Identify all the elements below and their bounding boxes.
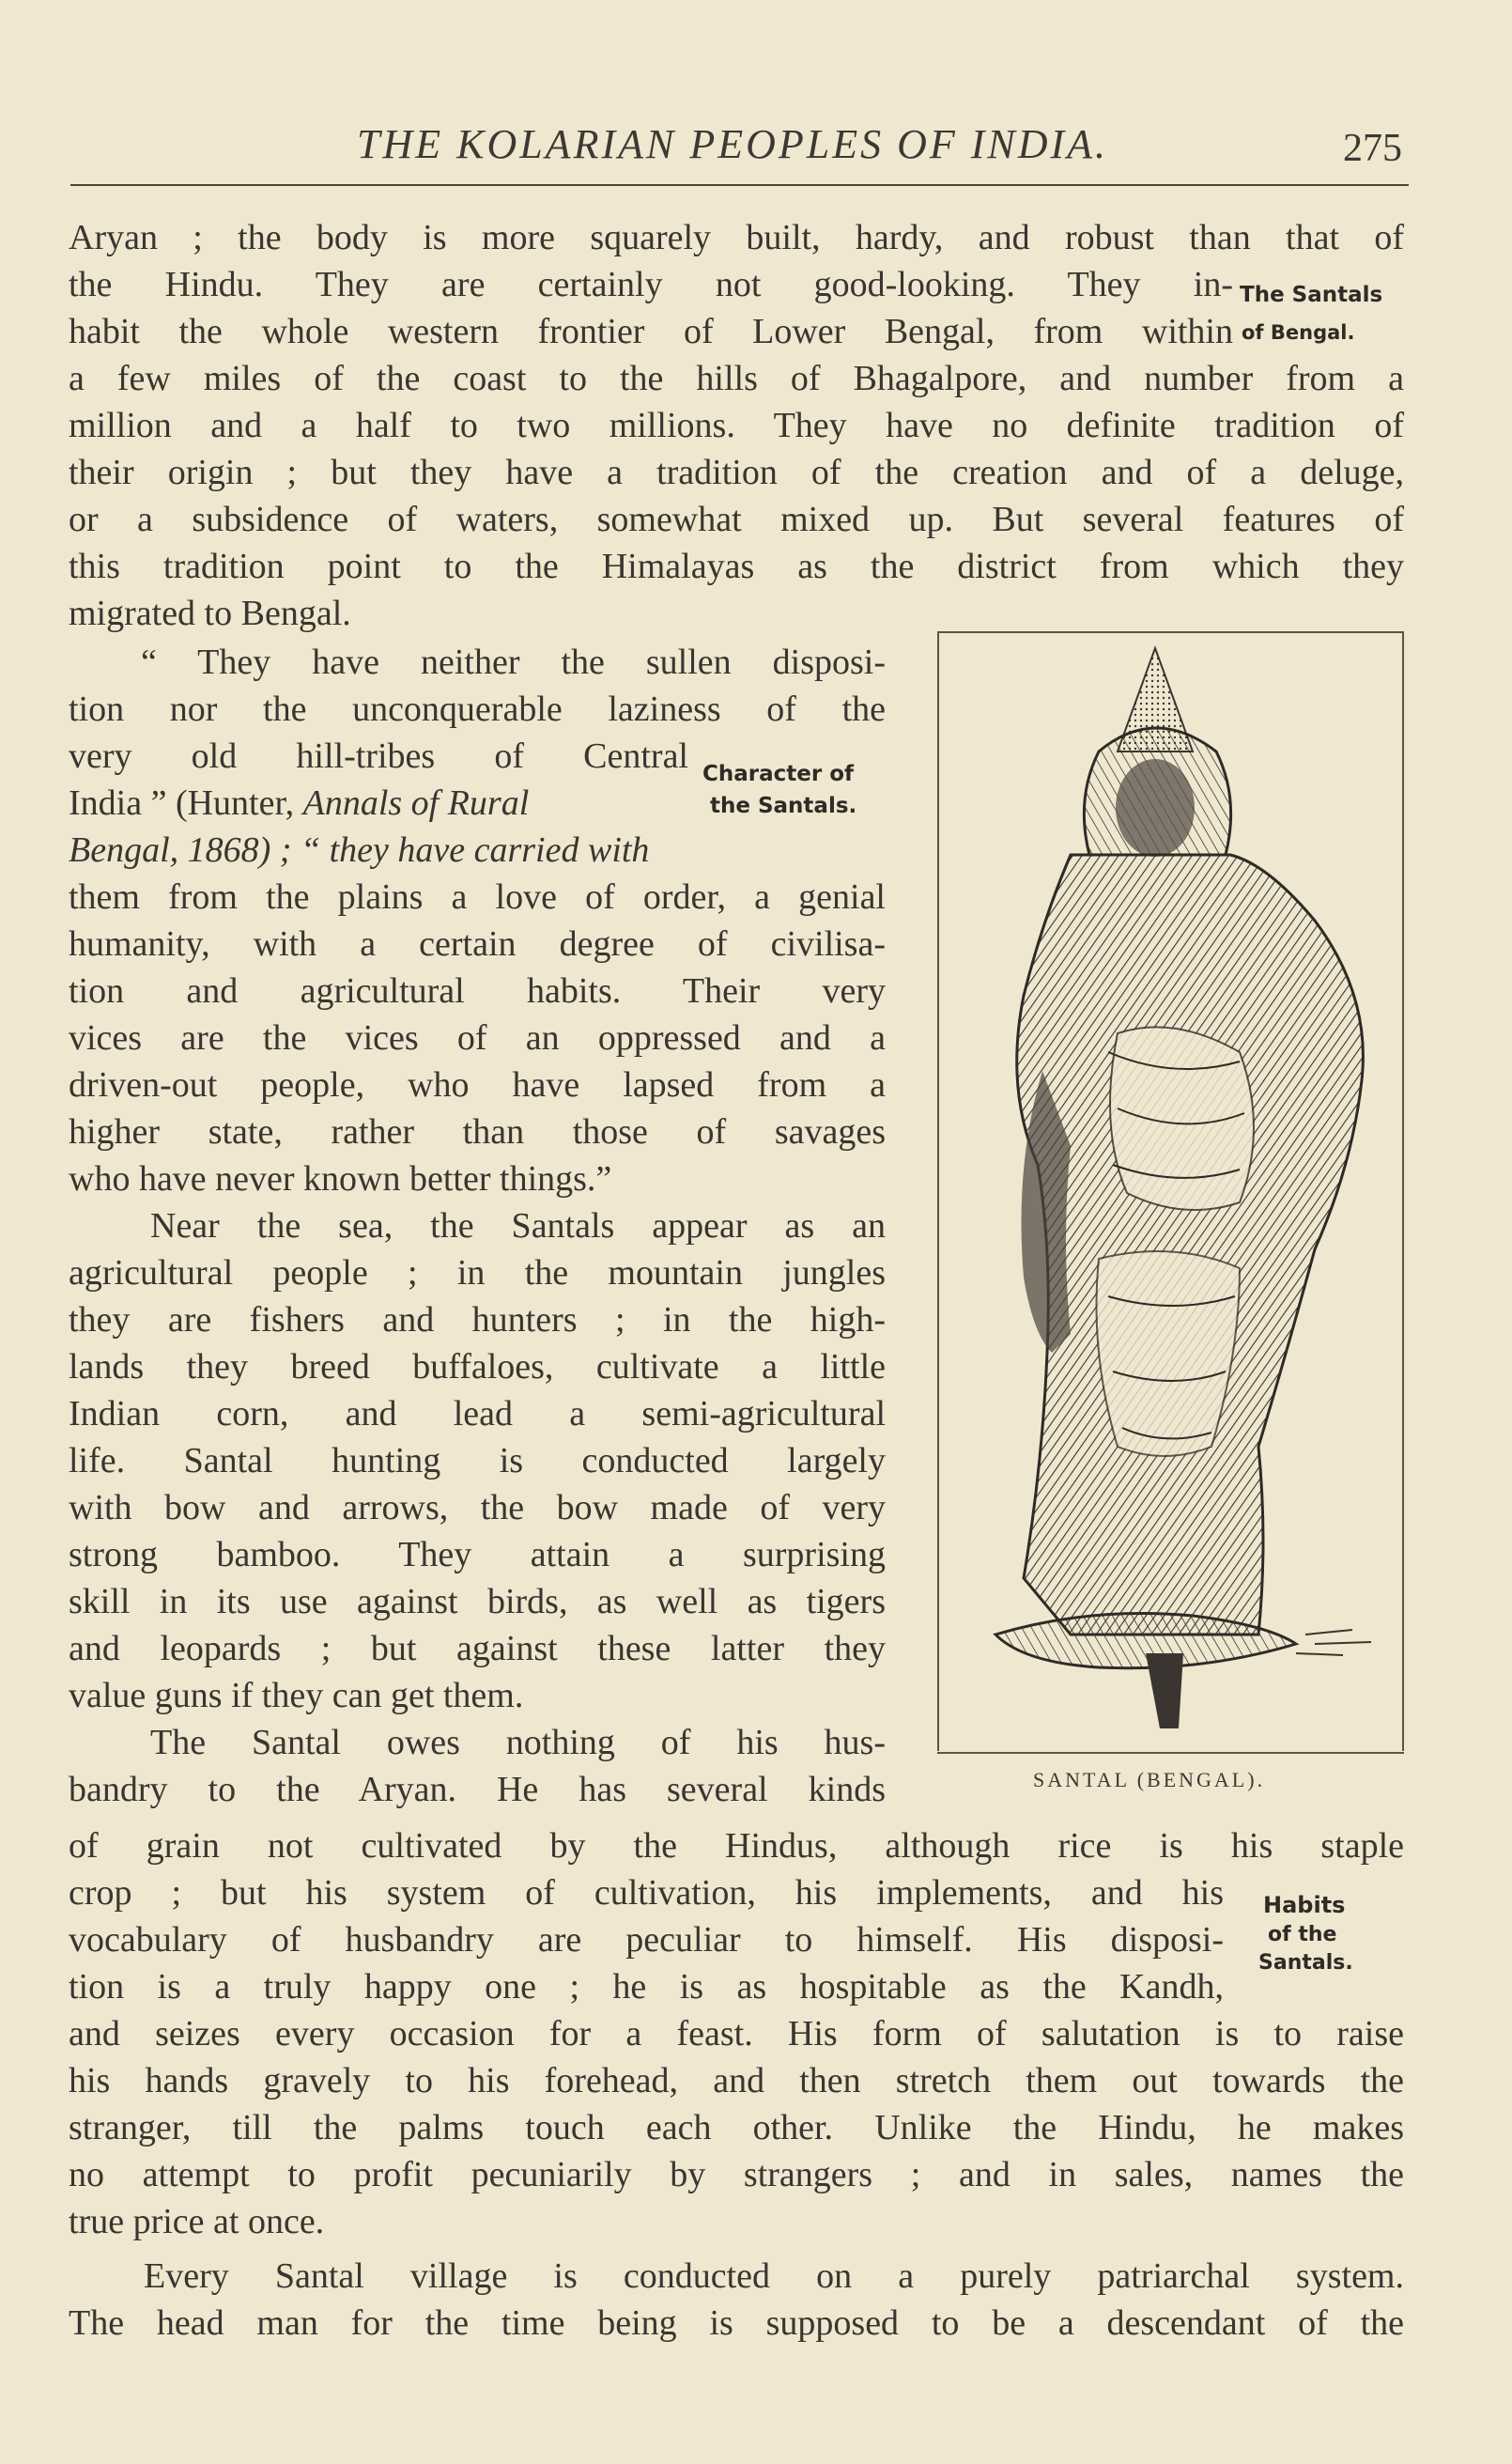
body-line: “ They have neither the sullen disposi- — [141, 643, 886, 682]
body-line: agricultural people ; in the mountain jungles — [69, 1253, 886, 1293]
body-line: stranger, till the palms touch each other. Unlike the Hindu, he makes — [69, 2108, 1404, 2147]
margin-note-santals-of-bengal-2: of Bengal. — [1242, 321, 1355, 344]
body-line: and seizes every occasion for a feast. His form of salutation is to raise — [69, 2014, 1404, 2053]
body-line: life. Santal hunting is conducted largely — [69, 1441, 886, 1480]
body-line: Near the sea, the Santals appear as an — [150, 1206, 886, 1246]
body-line: of grain not cultivated by the Hindus, although rice is his staple — [69, 1826, 1404, 1866]
body-line: vices are the vices of an oppressed and a — [69, 1018, 886, 1058]
body-line: Every Santal village is conducted on a purely patriarchal system. — [144, 2256, 1404, 2296]
body-text: India ” (Hunter, — [69, 783, 303, 823]
body-line: lands they breed buffaloes, cultivate a little — [69, 1347, 886, 1387]
body-line: million and a half to two millions. They have no definite tradition of — [69, 406, 1404, 445]
figure-caption: SANTAL (BENGAL). — [1033, 1768, 1266, 1791]
body-line: a few miles of the coast to the hills of Bhagalpore, and number from a — [69, 359, 1404, 398]
body-line: tion nor the unconquerable laziness of the — [69, 690, 886, 729]
body-line: tion is a truly happy one ; he is as hospitable as the Kandh, — [69, 1967, 1224, 2007]
page-number: 275 — [1343, 127, 1402, 170]
body-line: driven-out people, who have lapsed from a — [69, 1065, 886, 1105]
body-line: habit the whole western frontier of Lower Bengal, from within — [69, 312, 1233, 351]
body-line: humanity, with a certain degree of civilisa- — [69, 924, 886, 964]
body-line: very old hill-tribes of Central — [69, 736, 688, 776]
body-line: them from the plains a love of order, a genial — [69, 877, 886, 917]
body-text: Bengal, 1868) ; “ they have carried with — [69, 830, 650, 870]
body-line: skill in its use against birds, as well as tigers — [69, 1582, 886, 1621]
body-line: crop ; but his system of cultivation, his implements, and his — [69, 1873, 1224, 1913]
body-line: The head man for the time being is supposed to be a descendant of the — [69, 2303, 1404, 2343]
body-line: true price at once. — [69, 2202, 325, 2241]
body-line: Indian corn, and lead a semi-agricultural — [69, 1394, 886, 1433]
body-line: The Santal owes nothing of his hus- — [150, 1723, 886, 1762]
body-line: value guns if they can get them. — [69, 1676, 524, 1715]
body-line: vocabulary of husbandry are peculiar to himself. His disposi- — [69, 1920, 1224, 1960]
body-line: who have never known better things.” — [69, 1159, 612, 1199]
header-rule — [70, 184, 1409, 186]
body-line: or a subsidence of waters, somewhat mixed up. But several features of — [69, 500, 1404, 539]
annals-title: Annals of Rural — [302, 783, 530, 823]
body-line: no attempt to profit pecuniarily by strangers ; and in sales, names the — [69, 2155, 1404, 2194]
margin-note-character-2: the Santals. — [710, 794, 857, 818]
margin-note-habits-2: of the — [1268, 1923, 1337, 1946]
body-line: Aryan ; the body is more squarely built, hardy, and robust than that of — [69, 218, 1404, 257]
body-line: bandry to the Aryan. He has several kinds — [69, 1770, 886, 1809]
body-line: they are fishers and hunters ; in the high- — [69, 1300, 886, 1340]
body-line: strong bamboo. They attain a surprising — [69, 1535, 886, 1574]
body-line: this tradition point to the Himalayas as the district from which they — [69, 547, 1404, 586]
body-line: migrated to Bengal. — [69, 594, 351, 633]
body-line: his hands gravely to his forehead, and then stretch them out towards the — [69, 2061, 1404, 2100]
body-line: the Hindu. They are certainly not good-looking. They in- — [69, 265, 1233, 304]
santal-illustration — [958, 639, 1390, 1743]
figure-bottom-rule — [937, 1752, 1404, 1754]
margin-note-habits-1: Habits — [1263, 1892, 1346, 1918]
margin-note-character-1: Character of — [702, 762, 855, 786]
body-line: their origin ; but they have a tradition of the creation and of a deluge, — [69, 453, 1404, 492]
body-line: and leopards ; but against these latter they — [69, 1629, 886, 1668]
running-title: THE KOLARIAN PEOPLES OF INDIA. — [356, 121, 1109, 167]
body-line: tion and agricultural habits. Their very — [69, 971, 886, 1011]
body-line: higher state, rather than those of savages — [69, 1112, 886, 1152]
body-line: with bow and arrows, the bow made of very — [69, 1488, 886, 1527]
margin-note-santals-of-bengal-1: The Santals — [1240, 283, 1383, 307]
body-line — [69, 827, 886, 874]
body-line — [69, 780, 726, 827]
margin-note-habits-3: Santals. — [1258, 1951, 1353, 1975]
